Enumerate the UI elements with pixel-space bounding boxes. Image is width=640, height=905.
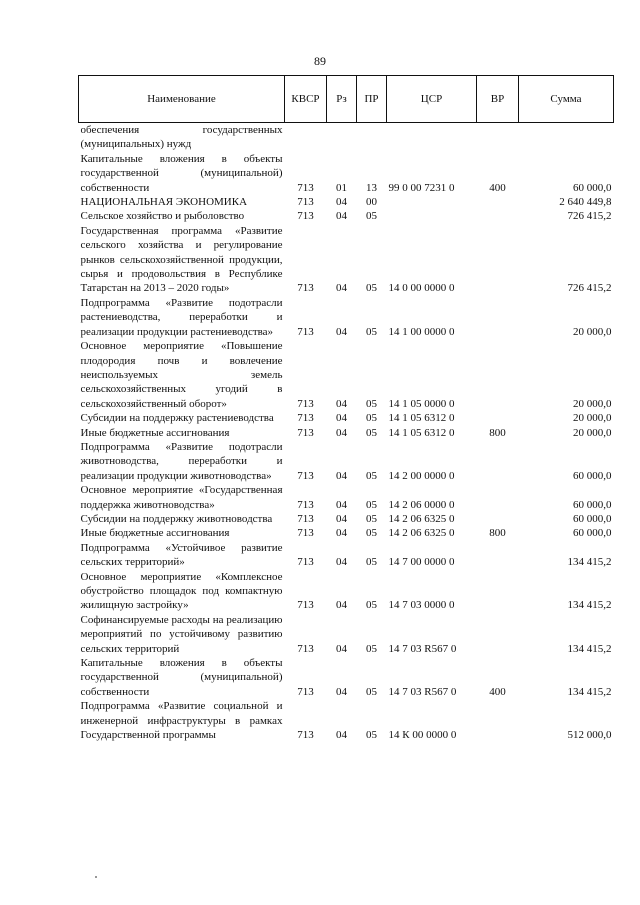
cell-rz: 04 (336, 412, 347, 425)
cell-kvsr: 713 (297, 599, 314, 612)
cell-csr: 14 2 00 0000 0 (388, 469, 455, 482)
table-row (79, 656, 614, 699)
header-rz: Рз (327, 76, 357, 123)
cell-kvsr: 713 (297, 397, 314, 410)
cell-name: Капитальные вложения в объекты государственной (муниципальной) собственности (80, 657, 283, 698)
cell-csr: 99 0 00 7231 0 (388, 181, 455, 194)
cell-pr: 13 (366, 181, 377, 194)
cell-sum (519, 123, 614, 152)
cell-csr: 14 2 06 6325 0 (388, 512, 455, 525)
cell-csr (387, 209, 477, 223)
table-row (79, 570, 614, 613)
cell-name: НАЦИОНАЛЬНАЯ ЭКОНОМИКА (80, 196, 248, 209)
cell-sum: 512 000,0 (567, 729, 612, 742)
table-row (79, 411, 614, 425)
cell-pr: 05 (366, 642, 377, 655)
cell-pr: 05 (366, 498, 377, 511)
cell-kvsr: 713 (297, 181, 314, 194)
cell-vr (477, 224, 519, 296)
cell-rz: 04 (336, 729, 347, 742)
cell-rz: 04 (336, 527, 347, 540)
cell-csr: 14 7 00 0000 0 (388, 556, 455, 569)
cell-sum: 20 000,0 (573, 412, 612, 425)
cell-rz: 04 (336, 325, 347, 338)
cell-sum: 134 415,2 (567, 642, 612, 655)
cell-vr (477, 209, 519, 223)
cell-sum: 60 000,0 (573, 512, 612, 525)
cell-pr: 05 (366, 729, 377, 742)
table-body (79, 123, 614, 743)
cell-sum: 726 415,2 (567, 282, 612, 295)
cell-pr: 05 (366, 527, 377, 540)
cell-csr (387, 195, 477, 209)
cell-kvsr: 713 (297, 282, 314, 295)
page-number: 89 (314, 54, 326, 68)
cell-name: Подпрограмма «Развитие подотрасли растениеводства, переработки и реализации продукции растениеводства» (80, 296, 283, 338)
cell-csr: 14 К 00 0000 0 (388, 729, 457, 742)
cell-kvsr: 713 (297, 512, 314, 525)
cell-rz: 04 (336, 469, 347, 482)
cell-kvsr: 713 (297, 426, 314, 439)
cell-csr: 14 1 05 6312 0 (388, 412, 455, 425)
cell-sum: 20 000,0 (573, 397, 612, 410)
header-sum: Сумма (519, 76, 614, 123)
table-row (79, 152, 614, 195)
cell-name: Основное мероприятие «Государственная поддержка животноводства» (80, 484, 283, 511)
cell-name: Иные бюджетные ассигнования (80, 527, 230, 540)
cell-csr: 14 2 06 0000 0 (388, 498, 455, 511)
cell-vr (477, 613, 519, 656)
cell-name: Иные бюджетные ассигнования (80, 426, 230, 439)
cell-sum: 60 000,0 (573, 527, 612, 540)
cell-vr (477, 339, 519, 411)
cell-rz: 04 (336, 512, 347, 525)
cell-rz: 04 (336, 426, 347, 439)
scan-speck (95, 876, 97, 878)
cell-rz: 04 (336, 642, 347, 655)
cell-kvsr (285, 123, 327, 152)
cell-csr: 14 1 00 0000 0 (388, 325, 455, 338)
table-row (79, 440, 614, 483)
cell-kvsr: 713 (297, 210, 314, 223)
header-name: Наименование (79, 76, 285, 123)
cell-vr (477, 512, 519, 526)
cell-sum: 60 000,0 (573, 469, 612, 482)
cell-vr (477, 541, 519, 570)
cell-name: обеспечения государственных (муниципальных) нужд (80, 124, 283, 151)
cell-name: Основное мероприятие «Комплексное обустройство площадок под компактную жилищную застройку» (80, 570, 283, 612)
table-row (79, 339, 614, 411)
table-row (79, 426, 614, 440)
cell-vr (477, 296, 519, 339)
cell-sum: 60 000,0 (573, 498, 612, 511)
cell-name: Субсидии на поддержку растениеводства (80, 412, 274, 425)
cell-sum: 2 640 449,8 (559, 196, 612, 209)
table-header-row (79, 76, 614, 123)
cell-kvsr: 713 (297, 642, 314, 655)
cell-csr: 14 7 03 0000 0 (388, 599, 455, 612)
cell-sum: 134 415,2 (567, 685, 612, 698)
cell-pr: 05 (366, 210, 377, 223)
cell-rz: 04 (336, 556, 347, 569)
cell-pr: 05 (366, 469, 377, 482)
cell-sum: 134 415,2 (567, 556, 612, 569)
cell-name: Сельское хозяйство и рыболовство (80, 210, 245, 223)
cell-pr: 05 (366, 512, 377, 525)
table-row (79, 541, 614, 570)
cell-sum: 20 000,0 (573, 426, 612, 439)
cell-vr (477, 440, 519, 483)
cell-pr: 05 (366, 325, 377, 338)
cell-rz: 04 (336, 196, 347, 209)
table-row (79, 224, 614, 296)
cell-pr: 05 (366, 282, 377, 295)
cell-pr: 05 (366, 397, 377, 410)
cell-csr: 14 1 05 6312 0 (388, 426, 455, 439)
cell-sum: 726 415,2 (567, 210, 612, 223)
cell-kvsr: 713 (297, 527, 314, 540)
cell-rz: 01 (336, 181, 347, 194)
cell-pr: 00 (366, 196, 377, 209)
cell-vr (477, 570, 519, 613)
table-row (79, 123, 614, 152)
cell-rz (327, 123, 357, 152)
cell-vr (477, 195, 519, 209)
cell-csr: 14 2 06 6325 0 (388, 527, 455, 540)
table-row (79, 483, 614, 512)
cell-pr: 05 (366, 426, 377, 439)
cell-pr: 05 (366, 685, 377, 698)
cell-rz: 04 (336, 397, 347, 410)
cell-sum: 20 000,0 (573, 325, 612, 338)
cell-vr: 800 (489, 527, 506, 540)
cell-kvsr: 713 (297, 685, 314, 698)
header-kvsr: КВСР (285, 76, 327, 123)
cell-rz: 04 (336, 599, 347, 612)
cell-name: Подпрограмма «Развитие социальной и инженерной инфраструктуры в рамках Государственной программы (80, 700, 283, 742)
table-row (79, 512, 614, 526)
cell-sum: 60 000,0 (573, 181, 612, 194)
cell-name: Капитальные вложения в объекты государственной (муниципальной) собственности (80, 152, 283, 194)
table-row (79, 613, 614, 656)
cell-rz: 04 (336, 210, 347, 223)
cell-name: Подпрограмма «Развитие подотрасли животноводства, переработки и реализации продукции животноводства» (80, 440, 283, 482)
cell-vr: 800 (489, 426, 506, 439)
cell-kvsr: 713 (297, 469, 314, 482)
cell-kvsr: 713 (297, 498, 314, 511)
cell-pr: 05 (366, 599, 377, 612)
table-row (79, 195, 614, 209)
cell-csr: 14 1 05 0000 0 (388, 397, 455, 410)
cell-rz: 04 (336, 685, 347, 698)
cell-csr (387, 123, 477, 152)
cell-vr (477, 411, 519, 425)
cell-vr: 400 (489, 685, 506, 698)
header-pr: ПР (357, 76, 387, 123)
cell-kvsr: 713 (297, 729, 314, 742)
cell-csr: 14 7 03 R567 0 (388, 642, 457, 655)
table-row (79, 526, 614, 540)
cell-sum: 134 415,2 (567, 599, 612, 612)
cell-name: Субсидии на поддержку животноводства (80, 512, 273, 525)
budget-table (78, 75, 614, 742)
cell-kvsr: 713 (297, 556, 314, 569)
cell-pr: 05 (366, 412, 377, 425)
cell-kvsr: 713 (297, 196, 314, 209)
table-row (79, 699, 614, 742)
cell-csr: 14 7 03 R567 0 (388, 685, 457, 698)
header-vr: ВР (477, 76, 519, 123)
table-row (79, 296, 614, 339)
cell-csr: 14 0 00 0000 0 (388, 282, 455, 295)
cell-name: Основное мероприятие «Повышение плодородия почв и вовлечение неиспользуемых земель сельскохозяйственных угодий в сельскохозяйственный оборот» (80, 340, 283, 410)
table-row (79, 209, 614, 223)
cell-rz: 04 (336, 498, 347, 511)
header-csr: ЦСР (387, 76, 477, 123)
cell-pr: 05 (366, 556, 377, 569)
cell-vr: 400 (489, 181, 506, 194)
cell-vr (477, 699, 519, 742)
cell-kvsr: 713 (297, 325, 314, 338)
cell-name: Государственная программа «Развитие сельского хозяйства и регулирование рынков сельскохозяйственной продукции, сырья и продовольствия в Республике Татарстан на 2013 – 2020 годы» (80, 224, 283, 295)
cell-rz: 04 (336, 282, 347, 295)
cell-vr (477, 483, 519, 512)
cell-kvsr: 713 (297, 412, 314, 425)
cell-name: Подпрограмма «Устойчивое развитие сельских территорий» (80, 541, 283, 569)
cell-pr (357, 123, 387, 152)
cell-name: Софинансируемые расходы на реализацию мероприятий по устойчивому развитию сельских территорий (80, 613, 283, 655)
cell-vr (477, 123, 519, 152)
